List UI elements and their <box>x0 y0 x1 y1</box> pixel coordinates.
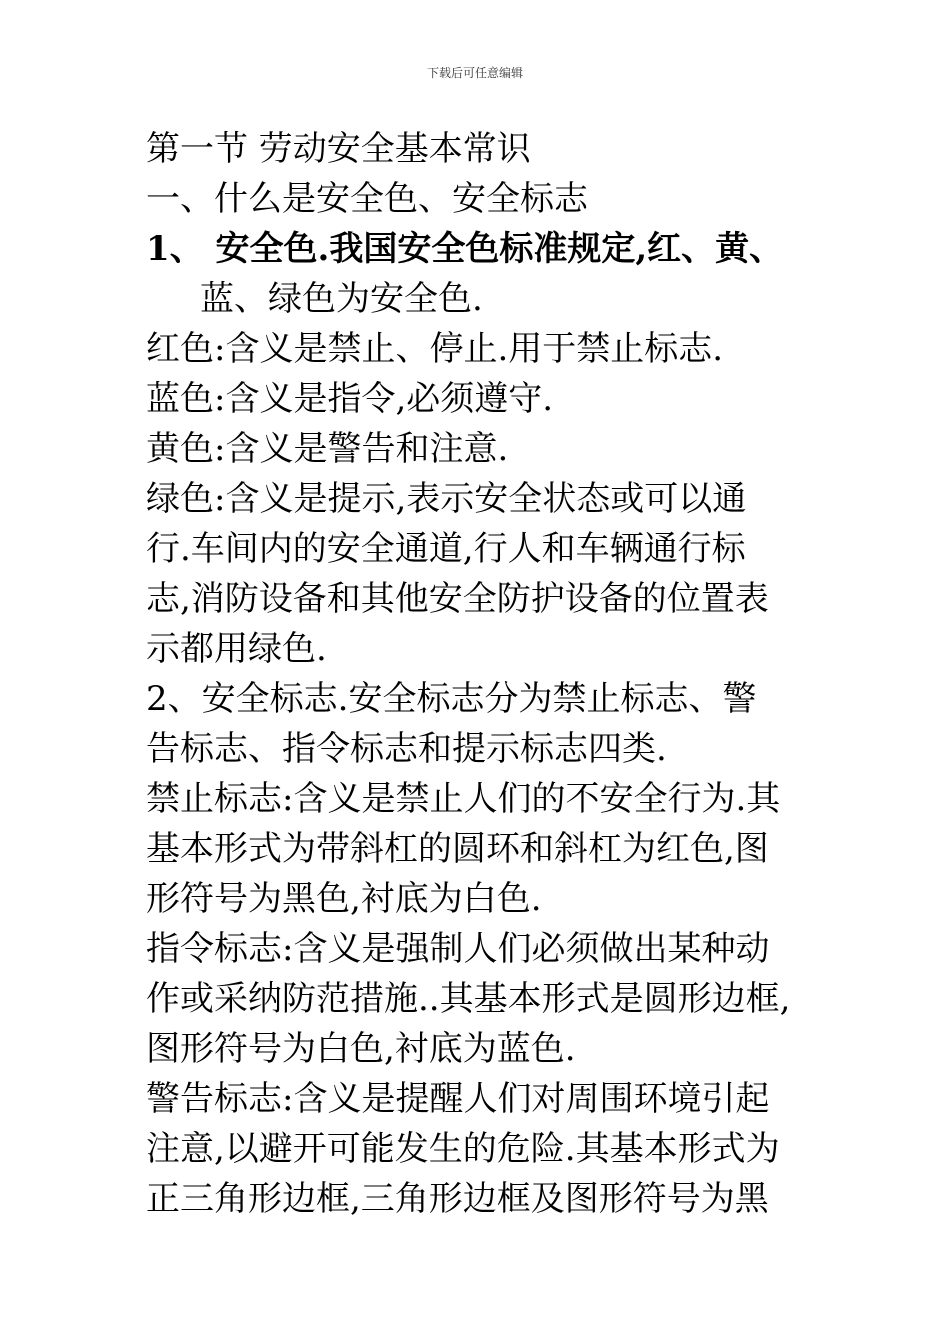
document-body <box>146 124 816 1224</box>
text-line: 作或采纳防范措施..其基本形式是圆形边框, <box>146 979 791 1019</box>
text-line: 1、 安全色.我国安全色标准规定,红、黄、 <box>146 229 784 269</box>
subsection-heading: 一、什么是安全色、安全标志 <box>146 179 588 219</box>
text-line: 蓝、绿色为安全色. <box>200 279 483 319</box>
text-line: 黄色:含义是警告和注意. <box>146 429 509 469</box>
text-line: 形符号为黑色,衬底为白色. <box>146 879 542 919</box>
text-line: 图形符号为白色,衬底为蓝色. <box>146 1029 576 1069</box>
page-header-note: 下载后可任意编辑 <box>426 66 523 80</box>
text-line: 2、安全标志.安全标志分为禁止标志、警 <box>146 679 757 719</box>
text-line: 基本形式为带斜杠的圆环和斜杠为红色,图 <box>146 829 769 869</box>
text-line: 示都用绿色. <box>146 629 327 669</box>
text-line: 告标志、指令标志和提示标志四类. <box>146 729 667 769</box>
text-line: 志,消防设备和其他安全防护设备的位置表 <box>146 579 769 619</box>
section-title: 第一节 劳动安全基本常识 <box>146 129 531 169</box>
text-line: 指令标志:含义是强制人们必须做出某种动 <box>146 929 770 969</box>
text-line: 行.车间内的安全通道,行人和车辆通行标 <box>146 529 746 569</box>
text-line: 绿色:含义是提示,表示安全状态或可以通 <box>146 479 747 519</box>
text-line: 蓝色:含义是指令,必须遵守. <box>146 379 554 419</box>
text-line: 警告标志:含义是提醒人们对周围环境引起 <box>146 1079 770 1119</box>
text-line: 禁止标志:含义是禁止人们的不安全行为.其 <box>146 779 781 819</box>
text-line: 红色:含义是禁止、停止.用于禁止标志. <box>146 329 724 369</box>
text-line: 正三角形边框,三角形边框及图形符号为黑 <box>146 1179 769 1219</box>
text-line: 注意,以避开可能发生的危险.其基本形式为 <box>146 1129 780 1169</box>
